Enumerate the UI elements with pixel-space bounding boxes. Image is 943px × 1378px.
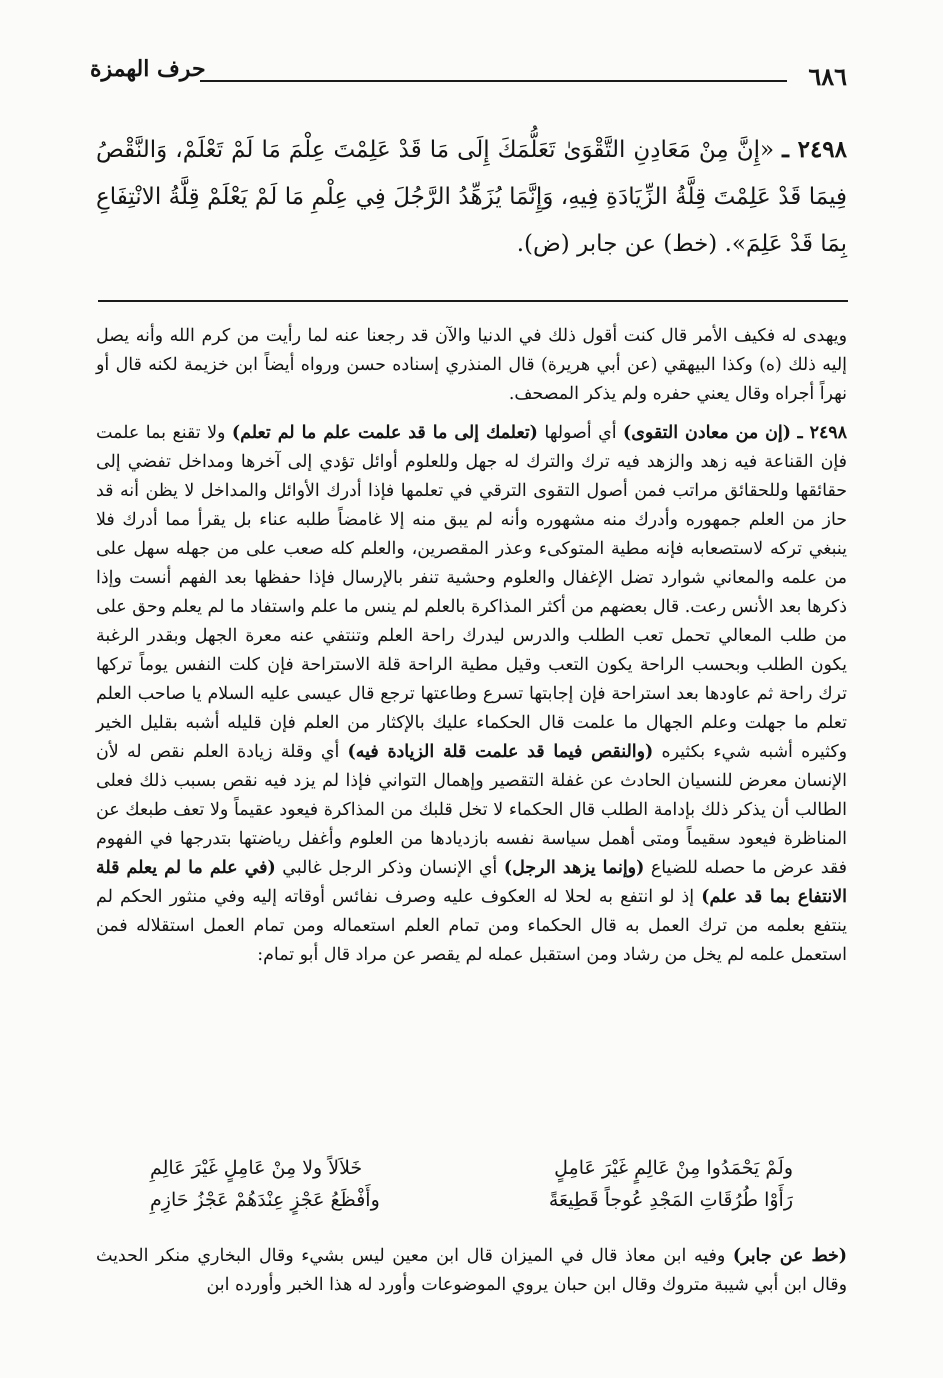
- verse: [150, 1184, 793, 1216]
- quoted-phrase: (خط عن جابر): [732, 1246, 847, 1266]
- commentary-intro: [96, 322, 847, 409]
- commentary-paragraph: [96, 1242, 847, 1300]
- commentary-paragraph: [96, 419, 847, 970]
- commentary-text: الحديث وقال ابن أبي شيبة متروك وقال ابن حبان يروي الموضوعات وأورد له هذا الخبر وأورده ابن: [96, 1246, 847, 1295]
- header-rule: [200, 80, 787, 82]
- hadith-text: [96, 126, 847, 268]
- page-header: [90, 52, 847, 92]
- commentary-continuation: [96, 1242, 847, 1300]
- commentary-text: ولا تقنع بما علمت فإن القناعة فيه زهد والزهد فيه ترك والترك له جهل وللعلوم أوائل تؤدي إلى آخرها ومداخل تفضي إلى حقائقها وللحقائق مراتب فمن أصول التقوى الترقي في تعلمها فإذا أدرك الأوائل والمداخل لا يظن أنه قد حاز من العلم جمهوره وأدرك منه مشهوره وأنه لم يبق منه إلا غامضاً طلبه عناء بل يقرأ مما أدرك فلا ينبغي تركه لاستصعابه فإنه مطية المتوكىء وعذر المقصرين، والعلم كله صعب على من جهله سهل على من علمه والمعاني شوارد تضل الإغفال والعلوم وحشية تنفر بالإرسال فإذا حفظها بعد الفهم أنست وإذا ذكرها بعد الأنس رعت. قال بعضهم من أكثر المذاكرة بالعلم لم ينس ما علم واستفاد ما لم يعلم وحق على من طلب المعالي تحمل تعب الطلب والدرس ليدرك راحة العلم وتنتفي عنه معرة الجهل وبقدر الرغبة يكون الطلب وبحسب الراحة يكون التعب وقيل مطية الراحة قلة الاستراحة فإن كلت النفس يوماً تركها ترك راحة ثم عاودها بعد استراحة فإن إجابتها تسرع وطاعتها ترجع قال عيسى عليه السلام يا صاحب العلم تعلم ما جهلت وعلم الجهال ما علمت قال الحكماء عليك بالإكثار من العلم فإن قليله أشبه بقليل الخير وكثيره أشبه شيء بكثيره: [96, 423, 847, 762]
- commentary-text: أي وقلة زيادة العلم نقص له لأن الإنسان معرض للنسيان الحادث عن غفلة التقصير وإهمال التواني فإذا لم يزد فيه نقص بسبب ذلك فعلى الطالب أن يذكر ذلك بإدامة الطلب قال الحكماء لا تخل قلبك من المذاكرة فيعود عقيماً ولا تعف طبعك عن المناظرة فيعود سقيماً ومتى أهمل سياسة نفسه بازديادها من العلوم وأغفل رياضتها بتدرجها في الفهوم فقد عرض ما حصله للضياع: [96, 742, 847, 878]
- page-number: ٦٨٦: [808, 62, 847, 91]
- verse-first-hemistich: رَأَوْا طُرُقَاتِ المَجْدِ عُوجاً قَطِيعَةً: [548, 1189, 793, 1211]
- quoted-phrase: (في علم ما لم يعلم قلة الانتفاع بما قد علم): [96, 858, 847, 907]
- quoted-phrase: (والنقص فيما قد علمت قلة الزيادة فيه): [347, 742, 654, 762]
- hadith-body: «إِنَّ مِنْ مَعَادِنِ التَّقْوَىٰ تَعَلُّمَكَ إِلَى مَا قَدْ عَلِمْتَ عِلْمَ مَا لَمْ تَعْلَمْ، وَالنَّقْصُ فِيمَا قَدْ عَلِمْتَ قِلَّةُ الزِّيَادَةِ فِيهِ، وَإِنَّمَا يُزَهِّدُ الرَّجُلَ فِي عِلْمِ مَا لَمْ يَعْلَمْ قِلَّةُ الانْتِفَاعِ بِمَا قَدْ عَلِمَ». (خط) عن جابر (ض).: [96, 137, 847, 257]
- verse-second-hemistich: خَلاَلاً ولا مِنْ عَامِلٍ غَيْرَ عَالِمِ: [150, 1157, 363, 1179]
- commentary: [96, 322, 847, 970]
- commentary-text: أي أصولها: [537, 423, 624, 443]
- commentary-text: أي الإنسان وذكر الرجل غالبي: [275, 858, 504, 878]
- commentary-number: ٢٤٩٨ ـ: [797, 423, 847, 443]
- chapter-title: حرف الهمزة: [90, 56, 206, 82]
- commentary-text: وفيه ابن معاذ قال في الميزان قال ابن معين ليس بشيء وقال البخاري منكر: [156, 1246, 733, 1266]
- hadith-number: ٢٤٩٨ ـ: [782, 136, 848, 163]
- verse-second-hemistich: وأَفْظَعُ عَجْزٍ عِنْدَهُمْ عَجْزُ حَازِمِ: [150, 1189, 380, 1211]
- poetry-verses: [150, 1152, 793, 1216]
- quoted-phrase: (تعلمك إلى ما قد علمت علم ما لم تعلم): [231, 423, 538, 443]
- commentary-text: إذ لو انتفع به لحلا له العكوف عليه وصرف نفائس أوقاته إليه وفي منثور الحكم لم ينتفع بعلمه من ترك العمل به قال الحكماء ومن تمام العلم استعماله ومن تمام العمل استقلاله فمن استعمل علمه لم يخل من رشاد ومن استقبل عمله لم يقصر عن مراد قال أبو تمام:: [96, 887, 847, 965]
- verse: [150, 1152, 793, 1184]
- quoted-phrase: (إن من معادن التقوى): [623, 423, 791, 443]
- verse-first-hemistich: ولَمْ يَحْمَدُوا مِنْ عَالِمٍ غَيْرَ عَامِلٍ: [554, 1157, 793, 1179]
- intro-line: ويهدى له فكيف الأمر قال كنت أقول ذلك في الدنيا والآن قد رجعنا عنه لما رأيت من كرم الله وأنه: [135, 326, 847, 346]
- quoted-phrase: (وإنما يزهد الرجل): [503, 858, 645, 878]
- section-divider: [98, 300, 848, 302]
- intro-line: لكنه قال أو نهراً أجراه وقال يعني حفره ولم يذكر المصحف.: [96, 355, 847, 404]
- intro-line: يصل إليه ذلك (ه) وكذا البيهقي (عن أبي هريرة) قال المنذري إسناده حسن ورواه أيضاً ابن خزيمة: [96, 326, 848, 375]
